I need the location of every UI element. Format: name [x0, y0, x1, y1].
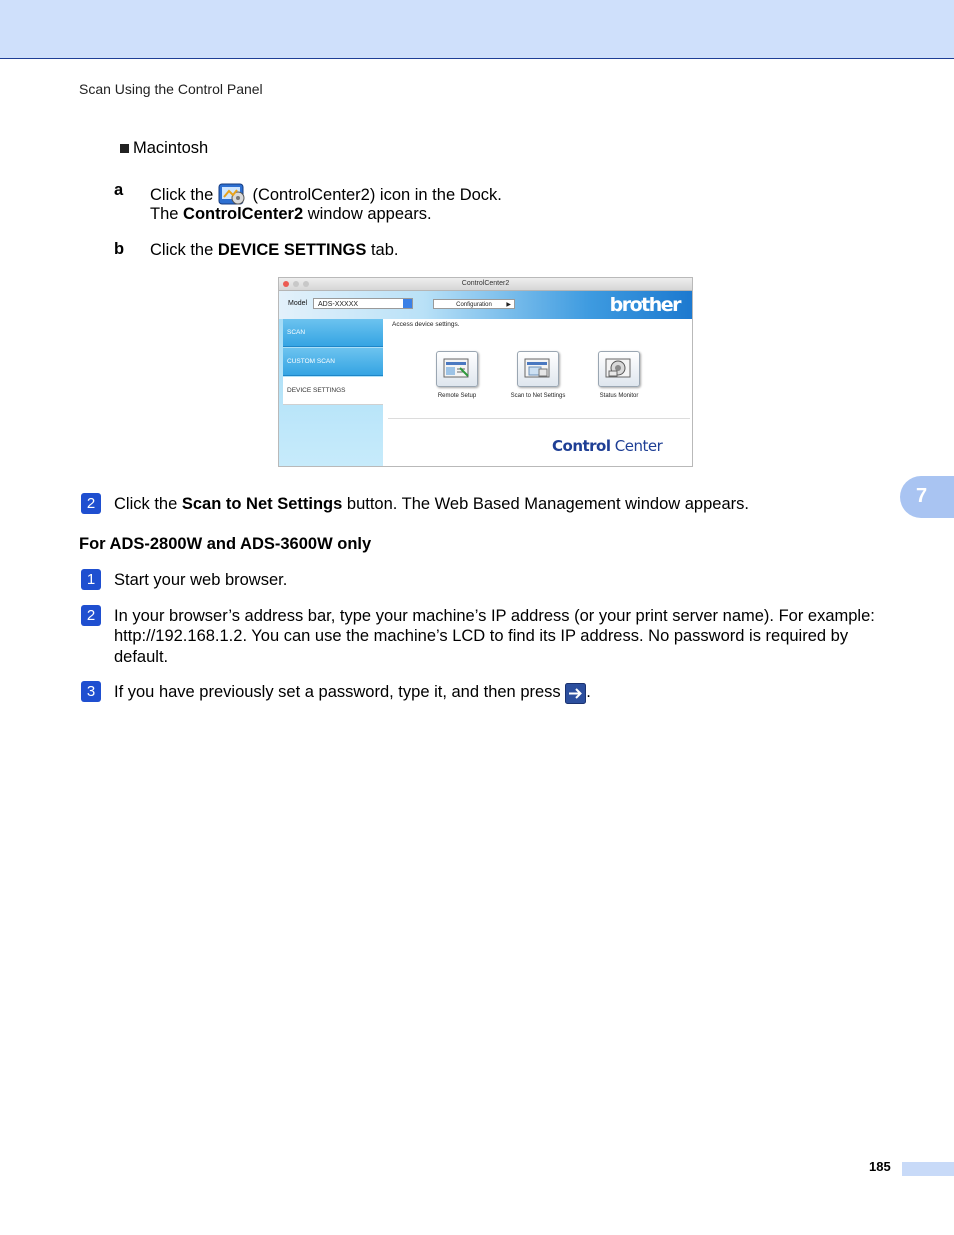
step-2-line-2: http://192.168.1.2. You can use the machine’s LCD to find its IP address. No password is required by — [114, 627, 849, 645]
running-head: Scan Using the Control Panel — [79, 81, 263, 97]
model-select[interactable] — [313, 298, 413, 309]
bullet-label: Macintosh — [133, 139, 209, 157]
model-label: Model — [288, 300, 308, 307]
chevron-updown-icon — [403, 299, 412, 308]
step-a-text-after: (ControlCenter2) icon in the Dock. — [247, 186, 502, 204]
step-b-line — [150, 240, 399, 260]
step-b-after: tab. — [366, 241, 399, 259]
close-window-icon[interactable] — [283, 281, 289, 287]
page-number-bar — [902, 1162, 954, 1176]
page-number: 185 — [869, 1159, 891, 1174]
step-3-line — [114, 682, 591, 709]
step-b-before: Click the — [150, 241, 218, 259]
step-c-after: button. The Web Based Management window appears. — [342, 495, 749, 513]
controlcenter-logo — [552, 437, 662, 455]
sidebar — [279, 319, 383, 466]
logo-part1: Control — [552, 437, 611, 455]
main-panel — [384, 319, 692, 466]
bullet-macintosh — [120, 138, 208, 158]
step-a-line2 — [150, 204, 432, 224]
step-c-bold: Scan to Net Settings — [181, 495, 343, 513]
step-a-line2-after: window appears. — [303, 205, 432, 223]
step-2-line-1: In your browser’s address bar, type your machine’s IP address (or your print server name). For example: — [114, 607, 875, 625]
step-b-letter: b — [114, 240, 125, 258]
window-titlebar — [279, 278, 692, 291]
step-1-line: Start your web browser. — [114, 571, 288, 589]
step-number-badge: 2 — [81, 493, 101, 514]
chapter-tab: 7 — [900, 476, 954, 518]
step-2-line-3: default. — [114, 648, 169, 666]
window-title: ControlCenter2 — [461, 280, 510, 287]
logo-part2: Center — [610, 437, 663, 455]
remote-setup-label: Remote Setup — [437, 393, 477, 399]
remote-setup-button[interactable] — [427, 351, 487, 400]
configuration-button[interactable] — [433, 299, 515, 309]
step-number-badge: 2 — [81, 605, 101, 626]
triangle-right-icon: ▶ — [506, 302, 511, 308]
sidebar-item-scan[interactable]: SCAN — [283, 319, 383, 347]
scan-to-net-icon — [517, 351, 559, 387]
top-band — [0, 0, 954, 59]
status-monitor-icon — [598, 351, 640, 387]
controlcenter2-window — [278, 277, 693, 467]
minimize-window-icon[interactable] — [293, 281, 299, 287]
scan-to-net-settings-button[interactable] — [508, 351, 568, 400]
zoom-window-icon[interactable] — [303, 281, 309, 287]
step-3-before: If you have previously set a password, type it, and then press — [114, 683, 566, 701]
step-a-text-before: Click the — [150, 186, 218, 204]
step-a-letter: a — [114, 181, 124, 199]
step-3-after: . — [586, 683, 591, 701]
sidebar-item-device-settings[interactable]: DEVICE SETTINGS — [283, 377, 383, 405]
arrow-enter-icon — [565, 683, 586, 709]
brother-logo: brother — [609, 294, 680, 316]
sidebar-item-custom-scan[interactable]: CUSTOM SCAN — [283, 348, 383, 376]
panel-description: Access device settings. — [392, 321, 460, 328]
step-a-line2-bold: ControlCenter2 — [183, 205, 304, 223]
step-b-bold: DEVICE SETTINGS — [217, 241, 367, 259]
step-c-before: Click the — [114, 495, 182, 513]
configuration-button-label: Configuration — [456, 302, 492, 308]
square-bullet-icon — [120, 144, 129, 153]
status-monitor-button[interactable] — [589, 351, 649, 400]
status-monitor-label: Status Monitor — [599, 393, 639, 399]
step-number-badge: 1 — [81, 569, 101, 590]
step-a-line2-before: The — [150, 205, 184, 223]
panel-divider — [388, 418, 690, 419]
window-header — [279, 291, 692, 319]
subsection-heading: For ADS-2800W and ADS-3600W only — [79, 535, 372, 553]
step-c-line — [114, 494, 749, 514]
remote-setup-icon — [436, 351, 478, 387]
model-select-value: ADS-XXXXX — [318, 301, 359, 308]
step-number-badge: 3 — [81, 681, 101, 702]
scan-to-net-settings-label: Scan to Net Settings — [510, 393, 566, 399]
